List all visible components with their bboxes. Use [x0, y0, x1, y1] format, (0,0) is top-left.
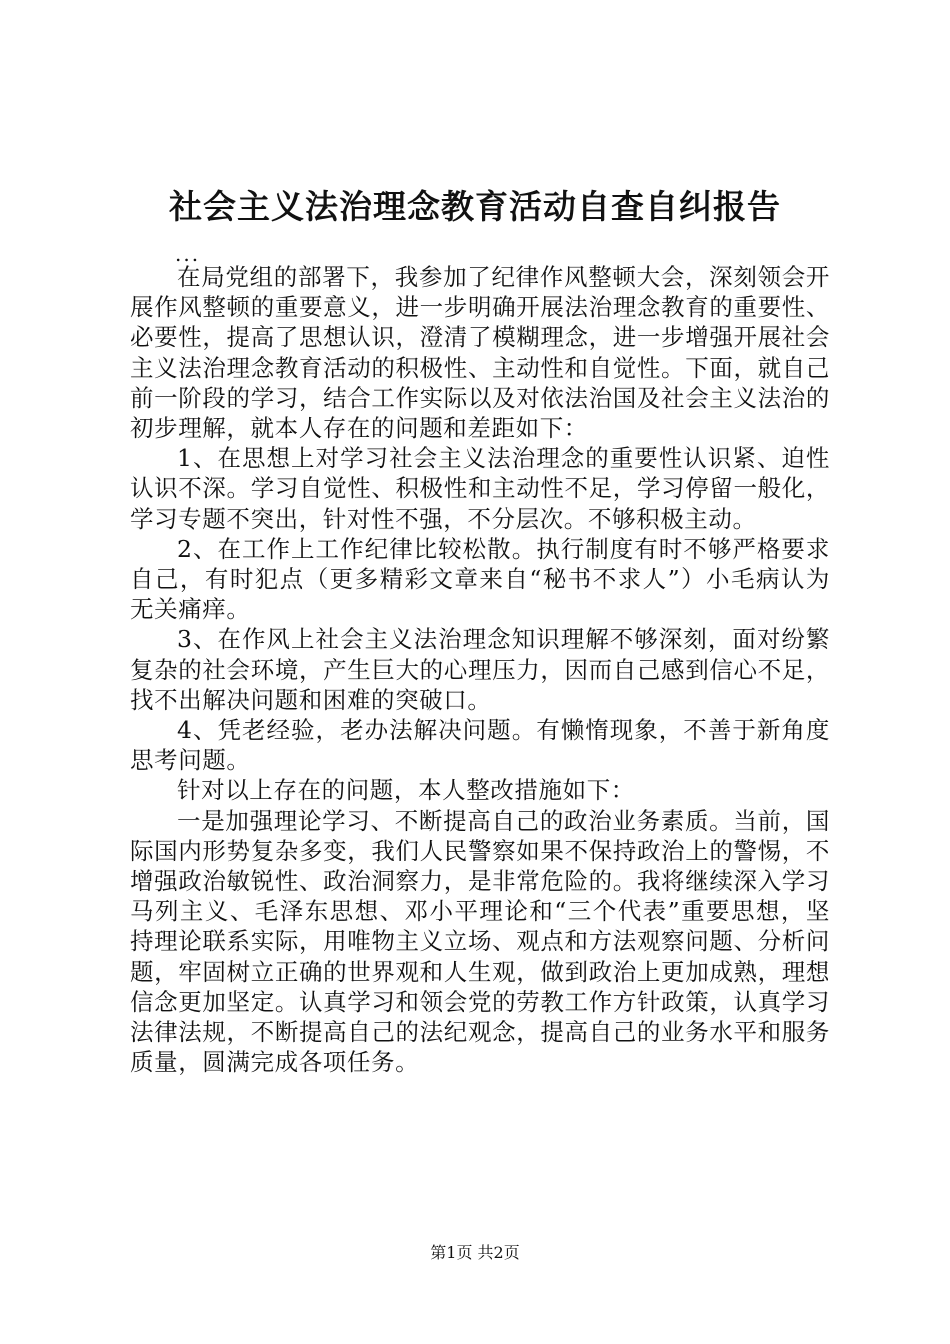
paragraph-item-1: 1、在思想上对学习社会主义法治理念的重要性认识紧、迫性认识不深。学习自觉性、积极性和主动性不足，学习停留一般化，学习专题不突出，针对性不强，不分层次。不够积极主动。: [130, 444, 830, 533]
paragraph-item-2: 2、在工作上工作纪律比较松散。执行制度有时不够严格要求自己，有时犯点（更多精彩文章来自“秘书不求人”）小毛病认为无关痛痒。: [130, 534, 830, 624]
page-number-footer: 第1页 共2页: [430, 1243, 520, 1262]
ellipsis-marker: ...: [175, 242, 201, 266]
paragraph-item-3: 3、在作风上社会主义法治理念知识理解不够深刻，面对纷繁复杂的社会环境，产生巨大的心理压力，因而自己感到信心不足，找不出解决问题和困难的突破口。: [130, 625, 830, 714]
paragraph-item-4: 4、凭老经验，老办法解决问题。有懒惰现象，不善于新角度思考问题。: [130, 716, 830, 775]
paragraph-intro: 在局党组的部署下，我参加了纪律作风整顿大会，深刻领会开展作风整顿的重要意义，进一步明确开展法治理念教育的重要性、必要性，提高了思想认识，澄清了模糊理念，进一步增强开展社会主义法治理念教育活动的积极性、主动性和自觉性。下面，就自己前一阶段的学习，结合工作实际以及对依法治国及社会主义法治的初步理解，就本人存在的问题和差距如下：: [130, 263, 830, 443]
document-title: 社会主义法治理念教育活动自查自纠报告: [169, 187, 781, 226]
document-body: [130, 262, 830, 1077]
paragraph-measure-1: 一是加强理论学习、不断提高自己的政治业务素质。当前，国际国内形势复杂多变，我们人民警察如果不保持政治上的警惕，不增强政治敏锐性、政治洞察力，是非常危险的。我将继续深入学习马列主义、毛泽东思想、邓小平理论和“三个代表”重要思想，坚持理论联系实际，用唯物主义立场、观点和方法观察问题、分析问题，牢固树立正确的世界观和人生观，做到政治上更加成熟，理想信念更加坚定。认真学习和领会党的劳教工作方针政策，认真学习法律法规，不断提高自己的法纪观念，提高自己的业务水平和服务质量，圆满完成各项任务。: [130, 806, 830, 1077]
paragraph-measures-intro: 针对以上存在的问题，本人整改措施如下：: [177, 776, 635, 805]
